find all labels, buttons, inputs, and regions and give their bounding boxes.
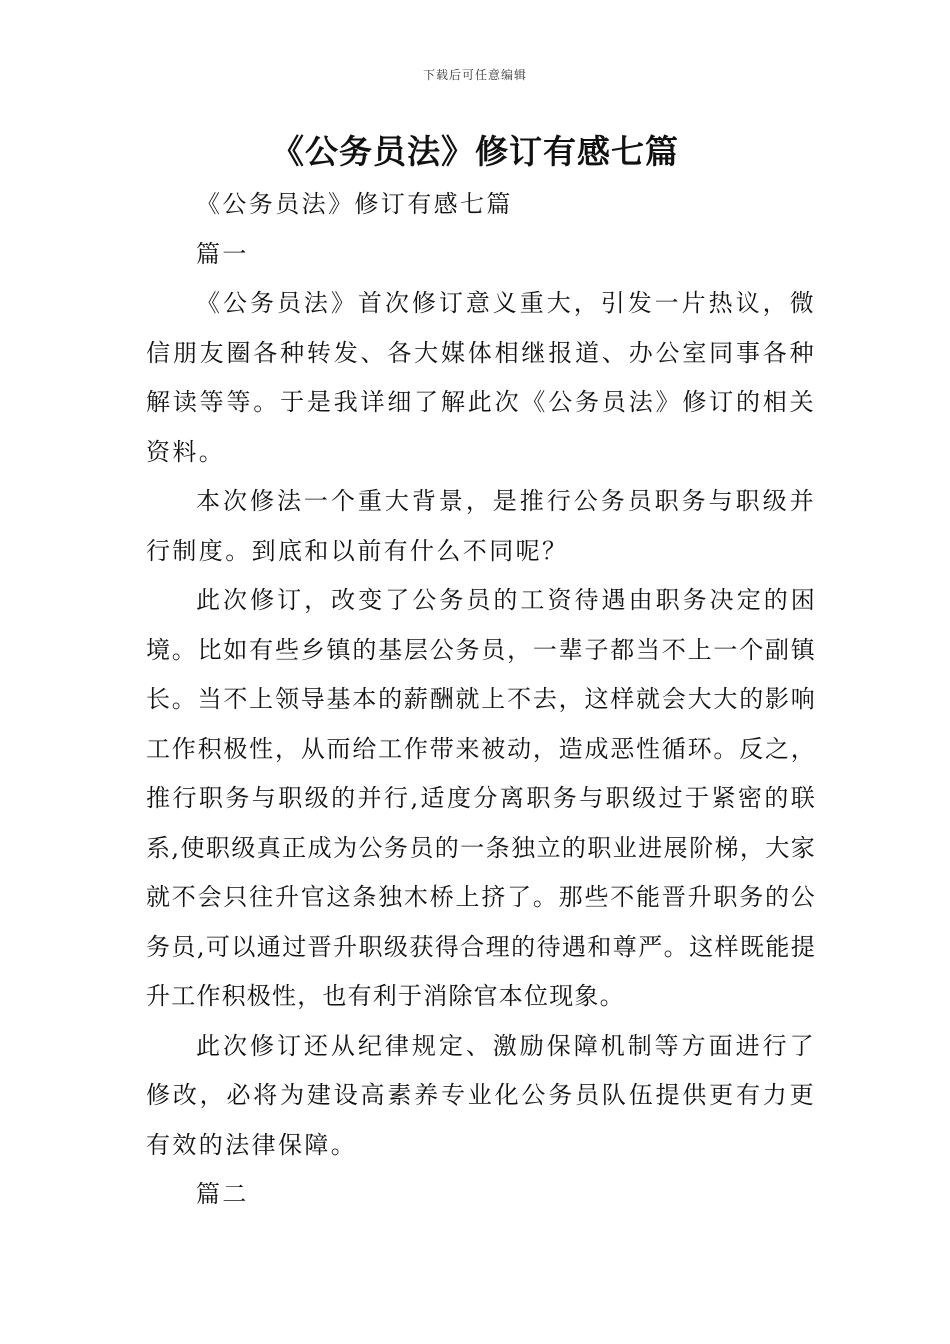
- body-paragraph: 本次修法一个重大背景，是推行公务员职务与职级并行制度。到底和以前有什么不同呢？: [146, 487, 816, 565]
- section-heading-1: 篇一: [196, 239, 249, 268]
- body-paragraph: 此次修订，改变了公务员的工资待遇由职务决定的困境。比如有些乡镇的基层公务员，一辈子都当不上一个副镇长。当不上领导基本的薪酬就上不去，这样就会大大的影响工作积极性，从而给工作带来被动，造成恶性循环。反之，推行职务与职级的并行,适度分离职务与职级过于紧密的联系,使职级真正成为公务员的一条独立的职业进展阶梯，大家就不会只往升官这条独木桥上挤了。那些不能晋升职务的公务员,可以通过晋升职级获得合理的待遇和尊严。这样既能提升工作积极性，也有利于消除官本位现象。: [146, 586, 816, 1010]
- header-note: 下载后可任意编辑: [422, 68, 527, 82]
- document-body: [146, 180, 816, 1220]
- document-title: 《公务员法》修订有感七篇: [271, 132, 679, 171]
- body-paragraph: 《公务员法》首次修订意义重大，引发一片热议，微信朋友圈各种转发、各大媒体相继报道、办公室同事各种解读等等。于是我详细了解此次《公务员法》修订的相关资料。: [146, 289, 816, 466]
- section-heading-2: 篇二: [196, 1180, 249, 1208]
- body-paragraph: 此次修订还从纪律规定、激励保障机制等方面进行了修改，必将为建设高素养专业化公务员队伍提供更有力更有效的法律保障。: [146, 1031, 816, 1159]
- subtitle-paragraph: 《公务员法》修订有感七篇: [196, 190, 513, 218]
